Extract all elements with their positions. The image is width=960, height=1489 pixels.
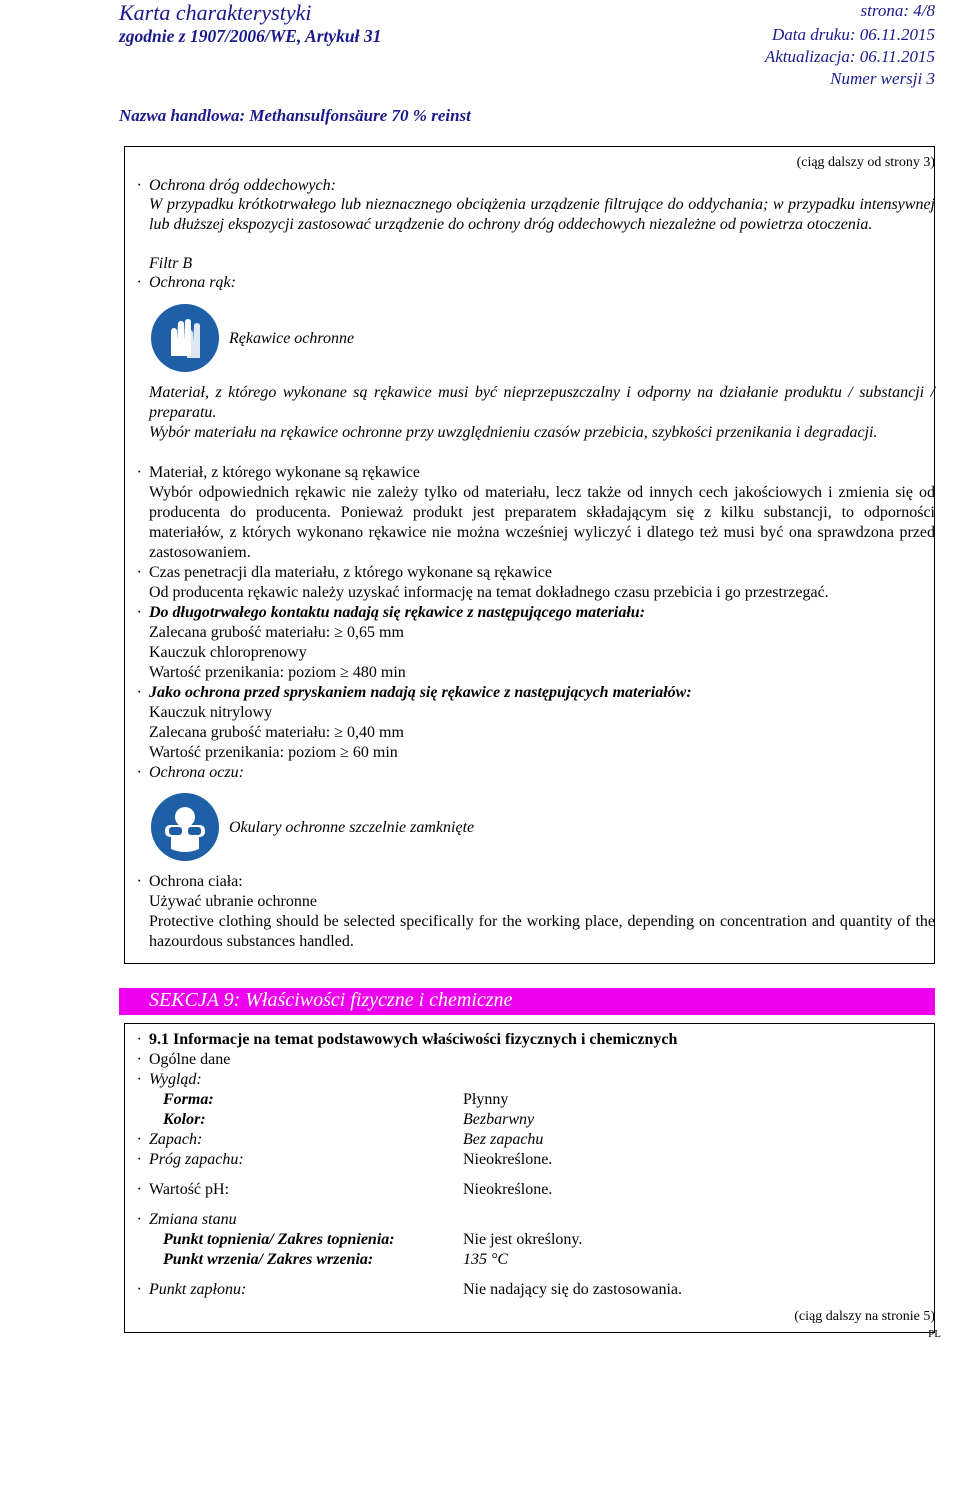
long-material: Kauczuk chloroprenowy: [149, 644, 307, 661]
gloves-label: Rękawice ochronne: [229, 330, 355, 347]
penetration-heading: Czas penetracji dla materiału, z którego wykonane są rękawice: [149, 564, 552, 581]
version-number: Numer wersji 3: [830, 69, 935, 88]
update-date: Aktualizacja: 06.11.2015: [764, 47, 935, 66]
body-clothing: Używać ubranie ochronne: [149, 893, 317, 910]
section9-banner: [119, 988, 935, 1015]
trade-name: Nazwa handlowa: Methansulfonsäure 70 % reinst: [119, 106, 471, 125]
body-note: Protective clothing should be selected specifically for the working place, depending on concentration and quantity of the hazourdous substances handled.: [149, 913, 935, 950]
filter-type: Filtr B: [149, 255, 193, 272]
language-code: PL: [928, 1328, 941, 1340]
general-data: Ogólne dane: [149, 1051, 231, 1068]
gloves-icon: [151, 304, 219, 372]
goggles-icon: [151, 793, 219, 861]
long-permeation: Wartość przenikania: poziom ≥ 480 min: [149, 664, 406, 681]
print-date: Data druku: 06.11.2015: [771, 25, 935, 44]
state-change-heading: Zmiana stanu: [149, 1211, 237, 1228]
page-number: strona: 4/8: [860, 1, 935, 20]
odor-label: Zapach:: [149, 1131, 203, 1148]
odor-value: Bez zapachu: [463, 1131, 544, 1148]
flash-point-label: Punkt zapłonu:: [149, 1281, 247, 1298]
form-value: Płynny: [463, 1091, 509, 1108]
long-thickness: Zalecana grubość materiału: ≥ 0,65 mm: [149, 624, 404, 641]
penetration-text: Od producenta rękawic należy uzyskać informację na temat dokładnego czasu przebicia i go przestrzegać.: [149, 584, 829, 601]
splash-heading: Jako ochrona przed spryskaniem nadają się rękawice z następujących materiałów:: [149, 684, 692, 701]
eyes-heading: Ochrona oczu:: [149, 764, 244, 781]
section9-sub: 9.1 Informacje na temat podstawowych właściwości fizycznych i chemicznych: [149, 1031, 678, 1048]
boiling-value: 135 °C: [463, 1251, 509, 1268]
continuation-bottom: (ciąg dalszy na stronie 5): [794, 1309, 935, 1324]
material-text: Wybór odpowiednich rękawic nie zależy tylko od materiału, lecz także od innych cech jakościowych i zmienia się od producenta do producenta. Ponieważ produkt jest preparatem składającym się z kilku substancji, to odporności materiałów, z których wykonano rękawice nie można wcześniej wyliczyć i dlatego też musi być ona sprawdzona przed zastosowaniem.: [149, 484, 935, 561]
boiling-label: Punkt wrzenia/ Zakres wrzenia:: [163, 1251, 374, 1268]
respiratory-heading: Ochrona dróg oddechowych:: [149, 177, 336, 194]
regulation-subtitle: zgodnie z 1907/2006/WE, Artykuł 31: [119, 26, 382, 46]
color-label: Kolor:: [163, 1111, 206, 1128]
long-contact-heading: Do długotrwałego kontaktu nadają się rękawice z następującego materiału:: [149, 604, 646, 621]
flash-point-value: Nie nadający się do zastosowania.: [463, 1281, 683, 1298]
odor-threshold-label: Próg zapachu:: [149, 1151, 244, 1168]
ph-value: Nieokreślone.: [463, 1181, 553, 1198]
body-heading: Ochrona ciała:: [149, 873, 243, 890]
continuation-top: (ciąg dalszy od strony 3): [796, 155, 935, 170]
splash-permeation: Wartość przenikania: poziom ≥ 60 min: [149, 744, 398, 761]
gloves-material-text: Materiał, z którego wykonane są rękawice musi być nieprzepuszczalny i odporny na działanie produktu / substancji / preparatu.: [149, 384, 935, 421]
form-label: Forma:: [163, 1091, 214, 1108]
ph-label: Wartość pH:: [149, 1181, 230, 1198]
appearance-heading: Wygląd:: [149, 1071, 202, 1088]
color-value: Bezbarwny: [463, 1111, 535, 1128]
gloves-selection-text: Wybór materiału na rękawice ochronne przy uwzględnieniu czasów przebicia, szybkości przenikania i degradacji.: [149, 424, 878, 441]
goggles-label: Okulary ochronne szczelnie zamknięte: [229, 819, 475, 836]
document-title: Karta charakterystyki: [119, 0, 312, 25]
hands-heading: Ochrona rąk:: [149, 274, 236, 291]
odor-threshold-value: Nieokreślone.: [463, 1151, 553, 1168]
section9-title: SEKCJA 9: Właściwości fizyczne i chemiczne: [149, 989, 513, 1011]
splash-material: Kauczuk nitrylowy: [149, 704, 273, 721]
melting-label: Punkt topnienia/ Zakres topnienia:: [163, 1231, 395, 1248]
respiratory-text: W przypadku krótkotrwałego lub nieznacznego obciążenia urządzenie filtrujące do oddychania; w przypadku intensywnej lub dłuższej ekspozycji zastosować urządzenie do ochrony dróg oddechowych niezależne od powietrza otoczenia.: [149, 196, 935, 233]
material-heading: Materiał, z którego wykonane są rękawice: [149, 464, 420, 481]
splash-thickness: Zalecana grubość materiału: ≥ 0,40 mm: [149, 724, 404, 741]
melting-value: Nie jest określony.: [463, 1231, 583, 1248]
